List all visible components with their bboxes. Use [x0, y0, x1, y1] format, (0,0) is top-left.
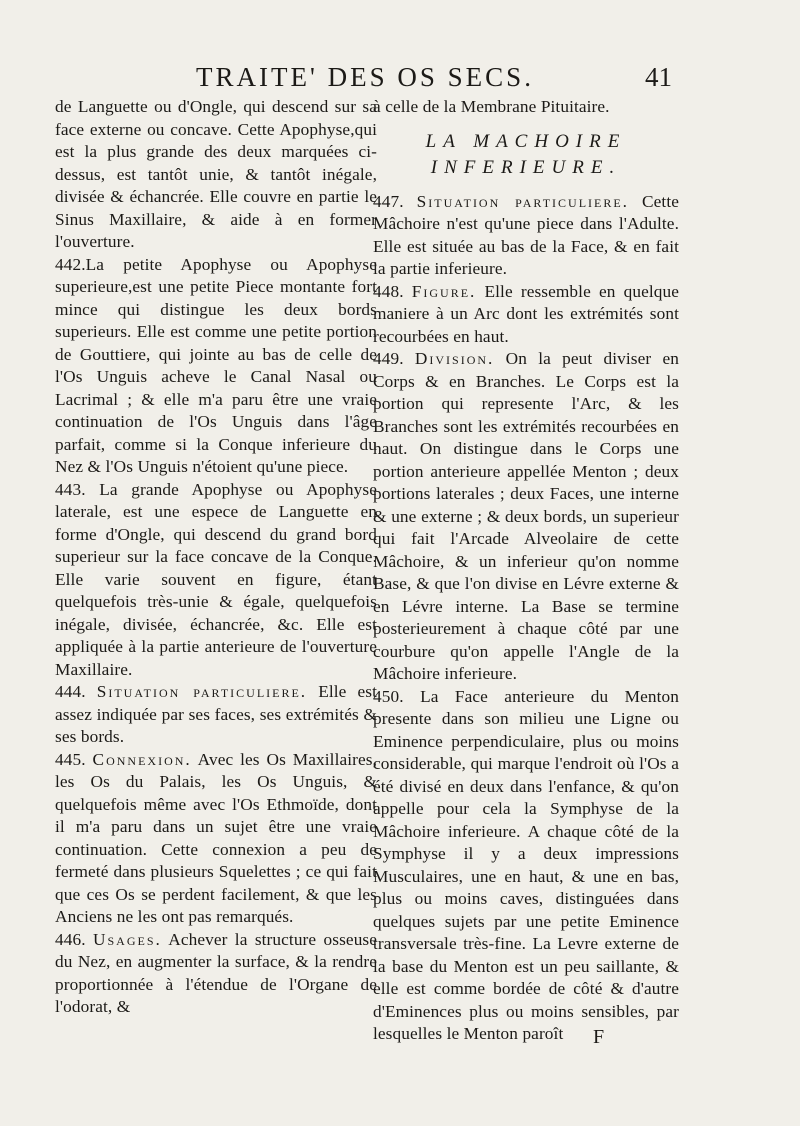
paragraph-443: 443. La grande Apophyse ou Apophyse laterale, est une espece de Languette en forme d'Ongle, qui descend du grand bord superieur sur la face concave de la Conque. Elle varie souvent en figure, étant quelquefois très-unie & égale, quelquefois inégale, divisée, échancrée, &c. Elle est appliquée à la partie anterieure de l'ouverture Maxillaire. [55, 479, 377, 679]
paragraph-number: 449. [373, 349, 404, 368]
section-subtitle: INFERIEURE. [430, 156, 622, 178]
spacer [373, 119, 679, 129]
section-title: LA MACHOIRE [425, 130, 627, 152]
paragraph-number: 445. [55, 749, 86, 769]
paragraph-447 [373, 191, 679, 281]
paragraph-text: Achever la structure osseuse du Nez, en augmenter la surface, & la rendre proportionnée à l'étendue de l'Organe de l'odorat, & [55, 929, 378, 1016]
paragraph-continuation: de Languette ou d'Ongle, qui descend sur sa face externe ou concave. Cette Apophyse,qui est la plus grande des deux marquées ci-dessus, est tantôt unie, & tantôt inégale, divisée & échancrée. Elle couvre en partie le Sinus Maxillaire, & aide à en former l'ouverture. [55, 97, 377, 251]
paragraph-number: 447. [373, 191, 404, 211]
paragraph-label: Usages. [93, 929, 162, 949]
paragraph-label: Division. [414, 349, 495, 368]
paragraph-446 [55, 929, 377, 1019]
paragraph-continuation: à celle de la Membrane Pituitaire. [373, 97, 610, 116]
paragraph-text: La Face anterieure du Menton presente dans son milieu une Ligne ou Eminence perpendiculaire, plus ou moins considerable, qui marque l'endroit où l'Os a été divisé en deux dans l'enfance, & qu'on appelle pour cela la Symphyse de la Mâchoire inferieure. A chaque côté de la Symphyse il y a deux impressions Musculaires, une en haut, & une en bas, plus ou moins caves, distinguées dans quelques sujets par une petite Eminence transversale très-fine. La Levre externe de la base du Menton est un peu saillante, & elle est comme bordée de côté & d'autre d'Eminences plus ou moins sensibles, par lesquelles le Menton paroît [373, 686, 680, 1043]
paragraph-449 [373, 348, 679, 686]
paragraph-text: Cette Mâchoire n'est qu'une piece dans l'Adulte. Elle est située au bas de la Face, & en fait la partie inferieure. [373, 191, 680, 278]
left-column [55, 96, 377, 1019]
paragraph-label: Figure. [411, 281, 477, 301]
signature-mark: F [593, 1026, 605, 1048]
paragraph-number: 448. [373, 281, 404, 301]
paragraph-442: 442.La petite Apophyse ou Apophyse superieure,est une petite Piece montante fort mince qui distingue les deux bords superieurs. Elle est comme une petite portion de Gouttiere, qui jointe au bas de celle de l'Os Unguis acheve le Canal Nasal ou Lacrimal ; & elle m'a paru être une vraie continuation de l'Os Unguis dans l'âge parfait, comme si la Conque inferieure du Nez & l'Os Unguis n'étoient qu'une piece. [55, 254, 377, 476]
paragraph-number: 446. [55, 929, 86, 949]
paragraph-label: Situation particuliere. [416, 191, 630, 211]
paragraph-number: 444. [55, 682, 86, 701]
paragraph-text: On la peut diviser en Corps & en Branches. Le Corps est la portion qui represente l'Arc, & les Branches sont les extrémités recourbées en haut. On distingue dans le Corps une portion anterieure appellée Menton ; deux portions laterales ; deux Faces, une interne & une externe ; & deux bords, un superieur qui fait l'Arcade Alveolaire de cette Mâchoire, & un inferieur qu'on nomme Base, & que l'on divise en Lévre externe & en Lévre interne. La Base se termine posterieurement à chaque côté par une courbure qu'on appelle l'Angle de la Mâchoire inferieure. [373, 349, 679, 683]
paragraph-448 [373, 281, 679, 349]
paragraph-450 [373, 686, 679, 1046]
paragraph-text: Elle est assez indiquée par ses faces, ses extrémités & ses bords. [55, 682, 378, 746]
paragraph-label: Situation particuliere. [96, 682, 308, 701]
paragraph-label: Connexion. [92, 749, 192, 769]
paragraph-text: Elle ressemble en quelque maniere à un Arc dont les extrémités sont recourbées en haut. [373, 281, 680, 346]
page-number: 41 [645, 62, 672, 92]
paragraph-444 [55, 681, 377, 749]
paragraph-text: Avec les Os Maxillaires, les Os du Palais, les Os Unguis, & quelquefois même avec l'Os Ethmoïde, dont il m'a paru dans un sujet être une vraie continuation. Cette connexion a peu de fermeté dans plusieurs Squelettes ; ce qui fait que ces Os se perdent facilement, & que les Anciens ne les ont pas remarqués. [55, 749, 378, 926]
right-column [373, 96, 679, 1046]
running-title: TRAITE' DES OS SECS. [196, 62, 534, 92]
spacer [373, 181, 679, 191]
paragraph-445 [55, 749, 377, 929]
paragraph-number: 450. [373, 686, 404, 706]
